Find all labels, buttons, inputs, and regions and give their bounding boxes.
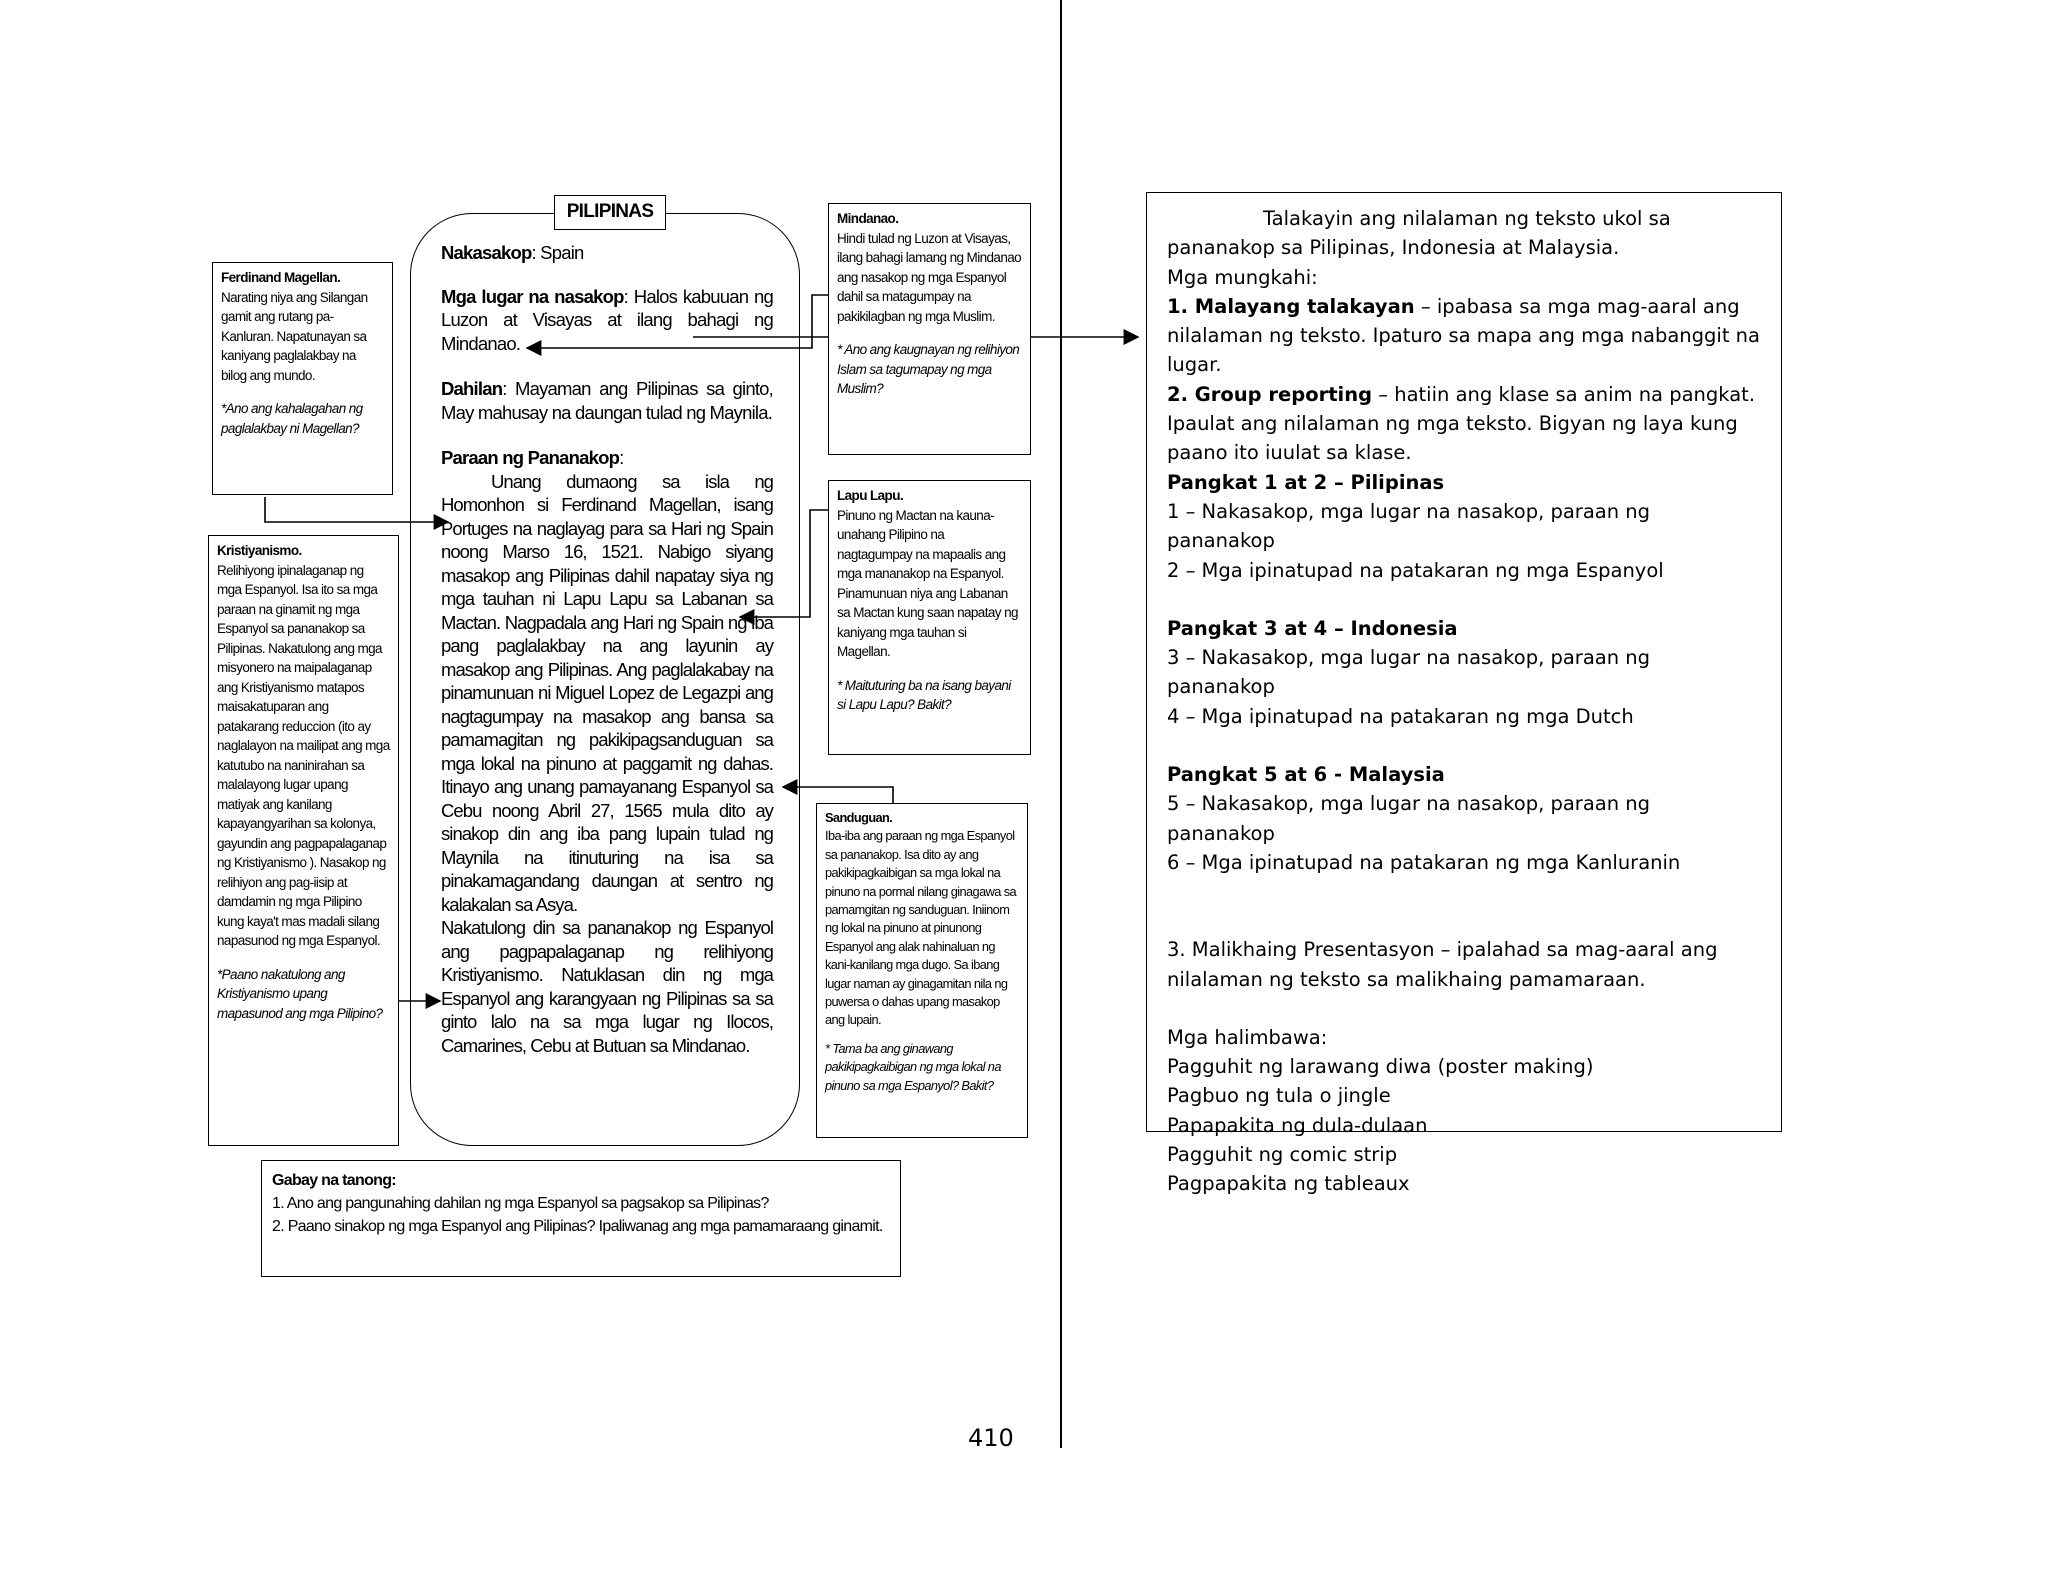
- group1-line-a: 1 – Nakasakop, mga lugar na nasakop, paraan ng pananakop: [1167, 499, 1651, 553]
- lapulapu-body: Pinuno ng Mactan na kauna-unahang Pilipino na nagtagumpay na mapaalis ang mga mananakop na Espanyol. Pinamunuan niya ang Labanan sa Mactan kung saan napatay ng kaniyang mga tauhan si Magellan.: [837, 507, 1018, 659]
- item2-label: 2. Group reporting: [1167, 382, 1373, 406]
- sanduguan-title: Sanduguan.: [825, 810, 893, 825]
- dahilan-label: Dahilan: [441, 378, 503, 399]
- gabay-box: [261, 1160, 901, 1277]
- sanduguan-question: * Tama ba ang ginawang pakikipagkaibigan ng mga lokal na pinuno sa mga Espanyol? Bakit?: [825, 1040, 1001, 1093]
- lesson-box: [1146, 192, 1782, 1196]
- item3-text: 3. Malikhaing Presentasyon – ipalahad sa mag-aaral ang nilalaman ng teksto sa malikhaing pamamaraan.: [1167, 938, 1718, 991]
- paraan-paragraph-1: Unang dumaong sa isla ng Homonhon si Ferdinand Magellan, isang Portuges na naglayag para sa Hari ng Spain noong Marso 16, 1521. Nabigo siyang masakop ang Pilipinas dahil napatay siya ng mga tauhan ni Lapu Lapu sa Labanan sa Mactan. Nagpadala ang Hari ng Spain ng iba pang paglalakbay na ang layunin ay masakop ang Pilipinas. Ang paglalakabay na pinamunuan ni Miguel Lopez de Legazpi ang nagtagumpay na masakop ang bansa sa pamamagitan ng pakikipagsanduguan sa mga lokal na pinuno at paggamit ng dahas. Itinayo ang unang pamayanang Espanyol sa Cebu noong Abril 27, 1565 mula dito ay sinakop din ang iba pang lupain tulad ng Maynila na itinuturing na isa sa pinakamagandang daungan at sentro ng kalakalan sa Asya.: [441, 470, 773, 915]
- magellan-title: Ferdinand Magellan.: [221, 270, 341, 285]
- lapulapu-box: [828, 480, 1031, 755]
- kristiyanismo-question: *Paano nakatulong ang Kristiyanismo upang mapasunod ang mga Pilipino?: [217, 966, 383, 1021]
- mindanao-title: Mindanao.: [837, 211, 899, 226]
- nasakop-label: Nakasakop: [441, 242, 532, 263]
- lugar-label: Mga lugar na nasakop: [441, 285, 624, 307]
- paraan-label: Paraan ng Pananakop: [441, 447, 620, 468]
- kristiyanismo-title: Kristiyanismo.: [217, 543, 302, 558]
- group3-line-b: 6 – Mga ipinatupad na patakaran ng mga Kanluranin: [1167, 850, 1681, 874]
- group2-line-b: 4 – Mga ipinatupad na patakaran ng mga Dutch: [1167, 704, 1634, 728]
- lugar-value: : Halos kabuuan ng Luzon at Visayas at ilang bahagi ng Mindanao.: [441, 285, 773, 354]
- magellan-body: Narating niya ang Silangan gamit ang rutang pa-Kanluran. Napatunayan sa kaniyang paglalakbay na bilog ang mundo.: [221, 289, 368, 383]
- item1-text: – ipabasa sa mga mag-aaral ang nilalaman ng teksto. Ipaturo sa mapa ang mga nabanggit na lugar.: [1167, 294, 1760, 377]
- mindanao-question: * Ano ang kaugnayan ng relihiyon Islam sa tagumapay ng mga Muslim?: [837, 342, 1020, 396]
- mindanao-body: Hindi tulad ng Luzon at Visayas, ilang bahagi lamang ng Mindanao ang nasakop ng mga Espanyol dahil sa matagumpay na pakikilagban ng mga Muslim.: [837, 230, 1022, 324]
- example-item: Pagguhit ng larawang diwa (poster making): [1167, 1055, 1594, 1079]
- example-item: Pagguhit ng comic strip: [1167, 1143, 1398, 1167]
- group2-line-a: 3 – Nakasakop, mga lugar na nasakop, paraan ng pananakop: [1167, 646, 1651, 699]
- pilipinas-content: [441, 241, 773, 1057]
- nasakop-value: : Spain: [531, 242, 584, 263]
- page-number: 410: [968, 1424, 1014, 1452]
- pilipinas-title: PILIPINAS: [566, 201, 654, 222]
- paraan-colon: :: [619, 447, 624, 468]
- example-item: Pagpapakita ng tableaux: [1167, 1172, 1410, 1196]
- item1-label: 1. Malayang talakayan: [1167, 294, 1415, 318]
- group1-heading: Pangkat 1 at 2 – Pilipinas: [1167, 470, 1445, 494]
- dahilan-value: : Mayaman ang Pilipinas sa ginto, May mahusay na daungan tulad ng Maynila.: [441, 378, 773, 423]
- mindanao-box: [828, 203, 1031, 455]
- magellan-question: *Ano ang kahalagahan ng paglalakbay ni Magellan?: [221, 401, 363, 436]
- magellan-box: [212, 262, 393, 495]
- example-item: Papapakita ng dula-dulaan: [1167, 1113, 1428, 1137]
- gabay-question-1: 1. Ano ang pangunahing dahilan ng mga Espanyol sa pagsakop sa Pilipinas?: [272, 1195, 769, 1212]
- lesson-intro: Talakayin ang nilalaman ng teksto ukol sa pananakop sa Pilipinas, Indonesia at Malaysia.: [1167, 207, 1671, 260]
- examples-heading: Mga halimbawa:: [1167, 1025, 1328, 1049]
- group1-line-b: 2 – Mga ipinatupad na patakaran ng mga Espanyol: [1167, 558, 1664, 582]
- gabay-title: Gabay na tanong:: [272, 1172, 396, 1189]
- lapulapu-title: Lapu Lapu.: [837, 488, 903, 503]
- kristiyanismo-body: Relihiyong ipinalaganap ng mga Espanyol. Isa ito sa mga paraan na ginamit ng mga Espanyol sa pananakop sa Pilipinas. Nakatulong ang mga misyonero na maipalaganap ang Kristiyanismo matapos maisakatuparan ang patakarang reduccion (ito ay naglalayon na mailipat ang mga katutubo na naninirahan sa malalayong lugar upang matiyak ang kanilang kapayangyarihan sa kolonya, gayundin ang pagpapalaganap ng Kristiyanismo ). Nasakop ng relihiyon ang pag-iisip at damdamin ng mga Pilipino kung kaya't mas madali silang napasunod ng mga Espanyol.: [217, 562, 390, 948]
- group2-heading: Pangkat 3 at 4 – Indonesia: [1167, 616, 1458, 640]
- example-item: Pagbuo ng tula o jingle: [1167, 1084, 1391, 1108]
- gabay-question-2: 2. Paano sinakop ng mga Espanyol ang Pilipinas? Ipaliwanag ang mga pamamaraang ginamit.: [272, 1218, 883, 1235]
- lapulapu-question: * Maituturing ba na isang bayani si Lapu Lapu? Bakit?: [837, 677, 1011, 712]
- item2-text: – hatiin ang klase sa anim na pangkat. Ipaulat ang nilalaman ng mga teksto. Bigyan ng laya kung paano ito iuulat sa klase.: [1167, 382, 1756, 465]
- sanduguan-body: Iba-iba ang paraan ng mga Espanyol sa pananakop. Isa dito ay ang pakikipagkaibigan sa mga lokal na pinuno na pormal nilang ginagawa sa pamamgitan ng sanduguan. Iniinom ng lokal na pinuno at pinunong Espanyol ang alak nahinaluan ng kani-kanilang mga dugo. Sa ibang lugar naman ay ginagamitan nila ng puwersa o dahas upang masakop ang lupain.: [825, 828, 1017, 1028]
- pilipinas-title-box: [554, 195, 666, 230]
- lesson-mungkahi: Mga mungkahi:: [1167, 265, 1318, 289]
- sanduguan-box: [816, 803, 1028, 1138]
- group3-line-a: 5 – Nakasakop, mga lugar na nasakop, paraan ng pananakop: [1167, 792, 1651, 845]
- group3-heading: Pangkat 5 at 6 - Malaysia: [1167, 763, 1445, 787]
- kristiyanismo-box: [208, 535, 399, 1146]
- paraan-paragraph-2: Nakatulong din sa pananakop ng Espanyol ang pagpapalaganap ng relihiyong Kristiyanismo. Natuklasan din ng mga Espanyol ang karangyaan ng Pilipinas sa sa ginto lalo na sa mga lugar ng Ilocos, Camarines, Cebu at Butuan sa Mindanao.: [441, 917, 773, 1056]
